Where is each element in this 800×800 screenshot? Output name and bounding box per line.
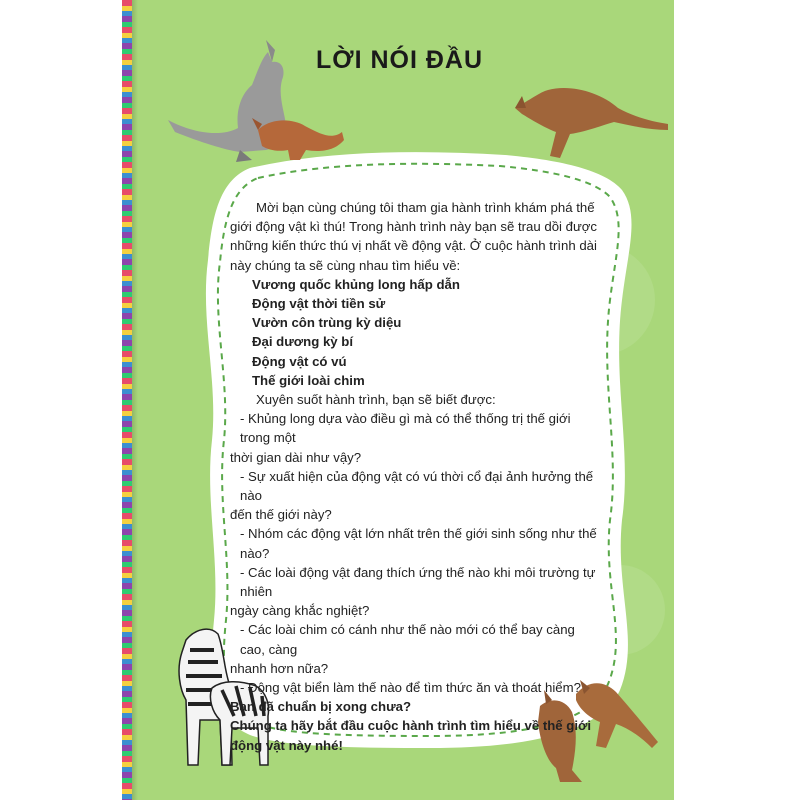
question-continuation: nhanh hơn nữa? xyxy=(230,660,329,676)
question-line: - Các loài chim có cánh như thế nào mới có thể bay càng cao, càng xyxy=(240,622,575,657)
intro-paragraph: Mời bạn cùng chúng tôi tham gia hành trình khám phá thế giới động vật kì thú! Trong hành trình này bạn sẽ trau dồi được những kiến thức thú vị nhất về động vật. Ở cuộc hành trình dài này chúng ta sẽ cùng nhau tìm hiểu về: xyxy=(230,200,598,273)
question-line: - Các loài động vật đang thích ứng thế nào khi môi trường tự nhiên xyxy=(240,564,596,600)
question-line: - Nhóm các động vật lớn nhất trên thế giới sinh sống như thế nào? xyxy=(240,526,597,561)
hopping-kangaroo-icon xyxy=(515,88,668,158)
topic-item: Động vật có vú xyxy=(252,353,347,369)
lead-in-text: Xuyên suốt hành trình, bạn sẽ biết được: xyxy=(256,392,496,408)
topic-item: Thế giới loài chim xyxy=(252,372,365,388)
topic-item: Đại dương kỳ bí xyxy=(252,334,353,350)
closing-question: Bạn đã chuẩn bị xong chưa? xyxy=(230,699,412,715)
question-continuation: đến thế giới này? xyxy=(230,507,332,523)
page-title: LỜI NÓI ĐẦU xyxy=(316,46,484,74)
question-line: - Động vật biển làm thế nào để tìm thức ăn và thoát hiểm? xyxy=(240,680,581,696)
question-continuation: ngày càng khắc nghiệt? xyxy=(230,603,370,619)
topic-item: Vương quốc khủng long hấp dẫn xyxy=(252,276,460,292)
intro-text-block xyxy=(230,198,602,755)
question-continuation: thời gian dài như vậy? xyxy=(230,449,362,465)
topic-item: Vườn côn trùng kỳ diệu xyxy=(252,315,402,331)
topic-item: Động vật thời tiền sử xyxy=(252,296,386,312)
closing-invitation: Chúng ta hãy bắt đầu cuộc hành trình tìm hiểu về thế giới động vật này nhé! xyxy=(230,718,592,753)
question-line: - Sự xuất hiện của động vật có vú thời cổ đại ảnh hưởng thế nào xyxy=(240,468,594,504)
question-line: - Khủng long dựa vào điều gì mà có thể thống trị thế giới trong một xyxy=(240,411,571,446)
